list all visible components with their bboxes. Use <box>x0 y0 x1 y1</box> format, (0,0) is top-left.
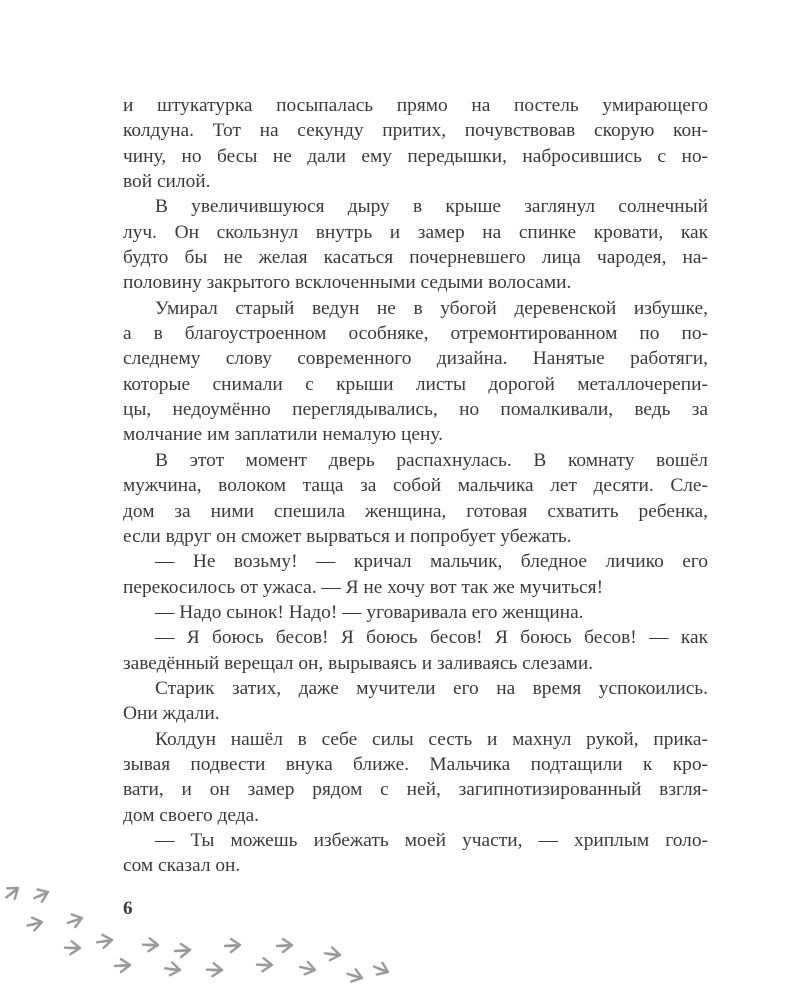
text-line: вати, и он замер рядом с ней, загипнотизированный взгля- <box>123 779 708 801</box>
bird-icon <box>206 963 222 977</box>
text-line: если вдруг он сможет вырваться и попробует убежать. <box>123 525 572 547</box>
bird-icon <box>66 912 84 928</box>
text-line: которые снимали с крыши листы дорогой металлочерепи- <box>123 373 708 395</box>
bird-icon <box>142 938 158 952</box>
text-line: дом за ними спешила женщина, готовая схватить ребенка, <box>123 500 708 522</box>
bird-icon <box>225 939 240 952</box>
bird-icon <box>324 946 341 961</box>
text-line: луч. Он скользнул внутрь и замер на спинке кровати, как <box>123 221 708 243</box>
text-line: перекосилось от ужаса. — Я не хочу вот так же мучиться! <box>123 576 604 598</box>
text-line: заведённый верещал он, вырываясь и заливаясь слезами. <box>123 652 594 674</box>
bird-icon <box>2 883 22 902</box>
text-line: зывая подвести внука ближе. Мальчика подтащили к кро- <box>123 753 708 775</box>
bird-icon <box>32 886 51 903</box>
bird-icon <box>64 941 80 955</box>
bird-icon <box>277 939 292 952</box>
body-text <box>123 93 708 879</box>
text-line: цы, недоумённо переглядывались, но помалкивали, ведь за <box>123 399 708 421</box>
text-line: и штукатурка посыпалась прямо на постель умирающего <box>123 95 708 116</box>
text-line: — Не возьму! — кричал мальчик, бледное личико его <box>155 551 708 573</box>
text-line: — Ты можешь избежать моей участи, — хриплым голо- <box>155 829 708 851</box>
bird-icon <box>371 960 390 978</box>
text-line: В увеличившуюся дыру в крыше заглянул солнечный <box>155 196 708 218</box>
text-line: колдуна. Тот на секунду притих, почувствовав скорую кон- <box>123 120 708 142</box>
bird-icon <box>115 959 130 972</box>
text-line: В этот момент дверь распахнулась. В комнату вошёл <box>155 449 708 471</box>
bird-icon <box>346 967 365 984</box>
bird-icon <box>26 916 43 931</box>
bird-icon <box>97 934 113 948</box>
page-number: 6 <box>123 898 133 919</box>
text-line: Колдун нашёл в себе силы сесть и махнул рукой, прика- <box>155 728 708 750</box>
text-line: Они ждали. <box>123 703 220 725</box>
text-line: молчание им заплатили немалую цену. <box>123 424 443 446</box>
text-line: половину закрытого всклоченными седыми волосами. <box>123 272 572 294</box>
text-line: — Надо сынок! Надо! — уговаривала его женщина. <box>155 601 584 623</box>
bird-tracks-ornament <box>0 870 400 1000</box>
text-line: — Я боюсь бесов! Я боюсь бесов! Я боюсь бесов! — как <box>155 627 708 649</box>
text-line: вой силой. <box>123 171 211 193</box>
text-line: будто бы не желая касаться почерневшего лица чародея, на- <box>123 247 708 269</box>
text-line: а в благоустроенном особняке, отремонтированном по по- <box>123 323 708 345</box>
text-line: Старик затих, даже мучители его на время успокоились. <box>155 677 708 699</box>
text-line: Умирал старый ведун не в убогой деревенской избушке, <box>155 297 708 319</box>
text-line: мужчина, волоком таща за собой мальчика лет десяти. Сле- <box>123 475 708 497</box>
text-line: чину, но бесы не дали ему передышки, набросившись с но- <box>123 145 708 167</box>
bird-icon <box>175 944 190 957</box>
text-line: дом своего деда. <box>123 804 260 826</box>
bird-icon <box>299 960 317 976</box>
bird-icon <box>256 958 272 972</box>
text-line: следнему слову современного дизайна. Нанятые работяги, <box>123 348 708 370</box>
text-line: сом сказал он. <box>123 855 241 877</box>
bird-icon <box>164 961 181 976</box>
